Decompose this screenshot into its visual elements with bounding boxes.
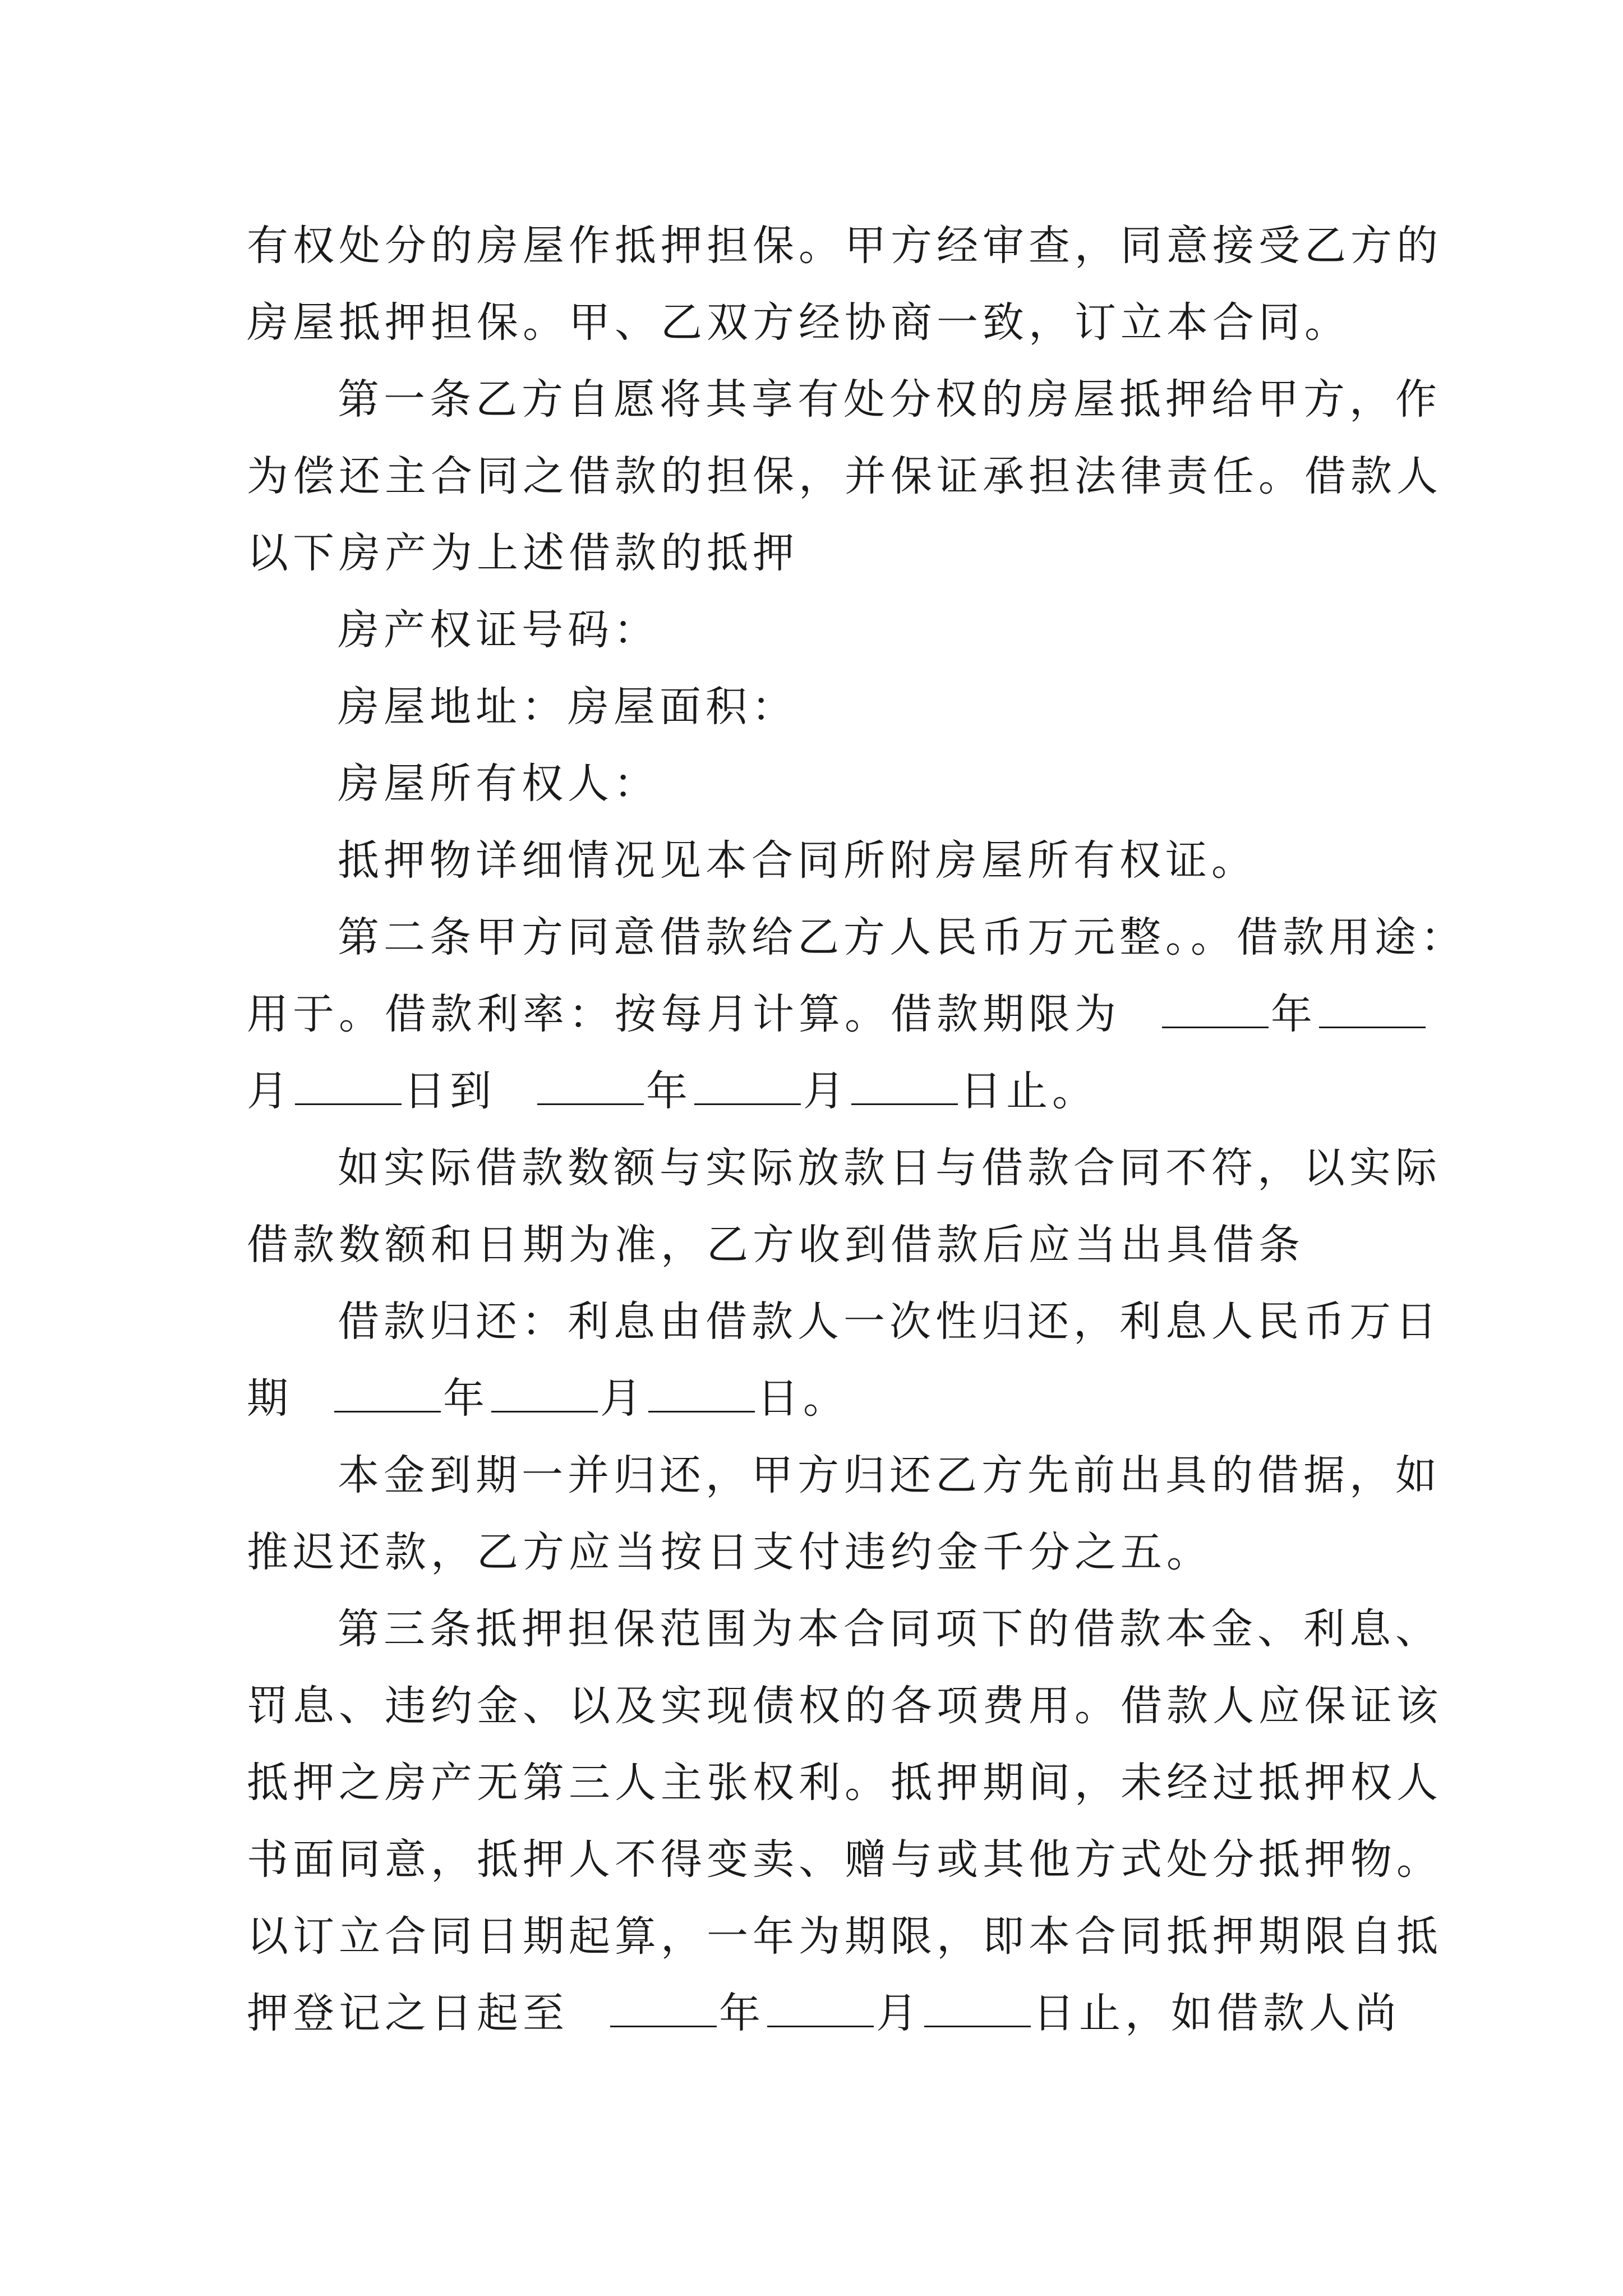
line-text: 押登记之日起至: [247, 1989, 569, 2037]
loan-term-line: [247, 976, 1391, 1053]
repayment-date: [247, 1360, 1391, 1437]
line-text: 月: [247, 1067, 293, 1115]
text-line: [247, 1437, 1441, 1514]
line-text: 罚息、违约金、以及实现债权的各项费用。借款人应保证该: [247, 1682, 1442, 1730]
line-text: 书面同意，抵押人不得变卖、赠与或其他方式处分抵押物。: [247, 1835, 1442, 1884]
blank-field: [767, 1986, 874, 2027]
line-text: 以订立合同日期起算，一年为期限，即本合同抵押期限自抵: [247, 1912, 1442, 1961]
contract-body: [247, 208, 1467, 2052]
property-owner: [247, 746, 1391, 822]
article-one-start: [247, 361, 1441, 438]
collateral-details: [247, 822, 1391, 899]
loan-repayment: [247, 1283, 1441, 1360]
line-text: 年: [719, 1989, 765, 2037]
line-text: 抵押物详细情况见本合同所附房屋所有权证。: [338, 836, 1257, 885]
line-text: 年: [646, 1067, 692, 1115]
line-text: 年: [1271, 990, 1317, 1038]
text-line: [247, 1668, 1442, 1745]
line-text: 用于。借款利率：按每月计算。借款期限为: [247, 990, 1121, 1038]
article-two-start: [247, 899, 1467, 976]
line-text: 为偿还主合同之借款的担保，并保证承担法律责任。借款人: [247, 452, 1442, 500]
line-text: 房屋所有权人：: [338, 760, 660, 808]
blank-field: [1162, 987, 1269, 1028]
line-text: 房屋抵押担保。甲、乙双方经协商一致，订立本合同。: [247, 298, 1350, 347]
article-three-start: [247, 1591, 1441, 1668]
blank-field: [537, 1064, 644, 1105]
line-text: 以下房产为上述借款的抵押: [247, 529, 799, 577]
mortgage-term-end: [247, 1975, 1401, 2052]
line-text: 房屋地址：房屋面积：: [338, 683, 797, 731]
text-line: [247, 284, 1391, 361]
line-text: 日。: [757, 1374, 849, 1423]
line-text: 抵押之房产无第三人主张权利。抵押期间，未经过抵押权人: [247, 1759, 1442, 1807]
blank-field: [694, 1064, 801, 1105]
line-text: 日止，如借款人尚: [1033, 1989, 1401, 2037]
line-text: 借款数额和日期为准，乙方收到借款后应当出具借条: [247, 1221, 1304, 1269]
text-line: [247, 1130, 1441, 1207]
text-line: [247, 1207, 1391, 1283]
blank-field: [610, 1986, 717, 2027]
line-text: 期: [247, 1374, 293, 1423]
line-text: 推迟还款，乙方应当按日支付违约金千分之五。: [247, 1528, 1212, 1576]
blank-field: [295, 1064, 402, 1105]
line-text: 月: [876, 1989, 922, 2037]
text-line: [247, 515, 1391, 592]
line-text: 第一条乙方自愿将其享有处分权的房屋抵押给甲方，作: [338, 375, 1441, 424]
line-text: 第二条甲方同意借款给乙方人民币万元整。。借款用途：: [338, 913, 1467, 961]
line-text: 借款归还：利息由借款人一次性归还，利息人民币万日: [338, 1297, 1441, 1346]
blank-field: [851, 1064, 958, 1105]
text-line: [247, 1898, 1442, 1975]
line-text: 日到: [404, 1067, 496, 1115]
property-cert-number: [247, 592, 1391, 669]
text-line: [247, 1514, 1391, 1591]
blank-field: [924, 1986, 1031, 2027]
text-line: [247, 1745, 1442, 1821]
line-text: 第三条抵押担保范围为本合同项下的借款本金、利息、: [338, 1605, 1441, 1653]
line-text: 有权处分的房屋作抵押担保。甲方经审查，同意接受乙方的: [247, 222, 1442, 270]
line-text: 日止。: [960, 1067, 1098, 1115]
blank-field: [334, 1372, 441, 1412]
loan-term-dates: [247, 1053, 1391, 1130]
line-text: 如实际借款数额与实际放款日与借款合同不符，以实际: [338, 1144, 1441, 1192]
line-text: 本金到期一并归还，甲方归还乙方先前出具的借据，如: [338, 1451, 1441, 1499]
property-address-area: [247, 669, 1391, 746]
blank-field: [1319, 987, 1426, 1028]
text-line: [247, 208, 1442, 284]
blank-field: [648, 1372, 755, 1412]
blank-field: [491, 1372, 598, 1412]
line-text: 房产权证号码：: [338, 606, 660, 654]
line-text: 年: [443, 1374, 489, 1423]
text-line: [247, 1821, 1442, 1898]
text-line: [247, 438, 1442, 515]
line-text: 月: [803, 1067, 849, 1115]
line-text: 月: [600, 1374, 646, 1423]
